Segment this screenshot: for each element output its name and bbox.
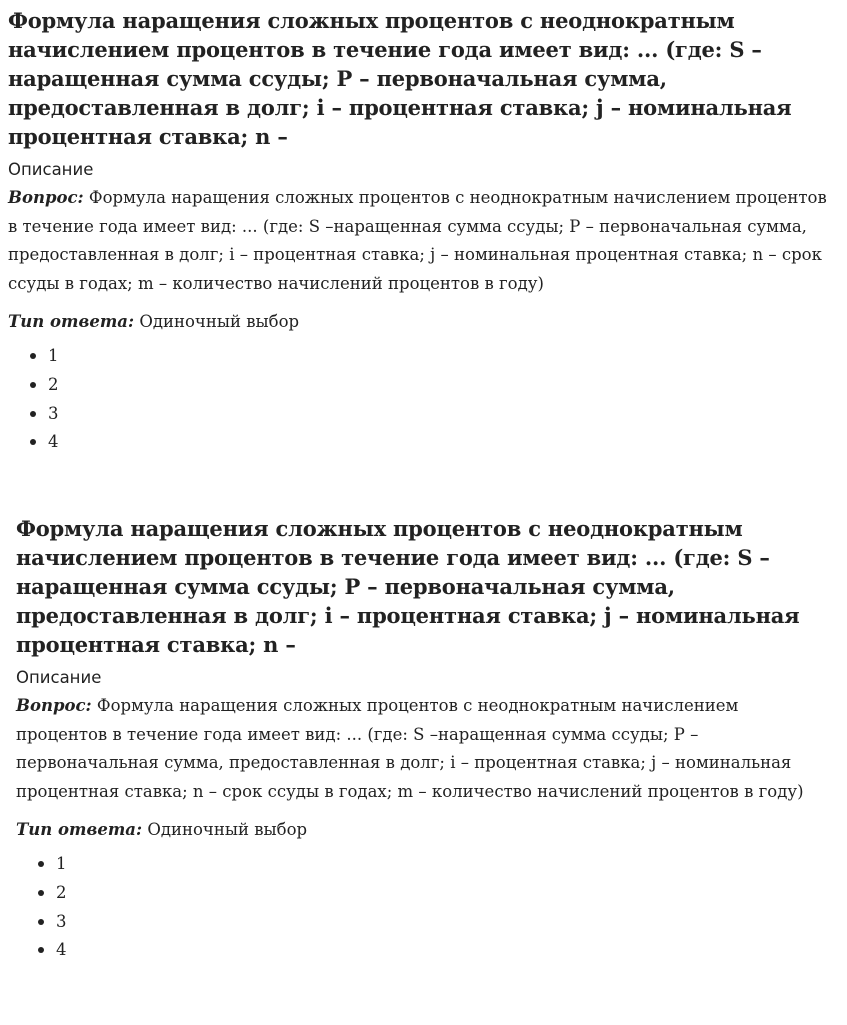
question-text: Формула наращения сложных процентов с неоднократным начислением процентов в течение года имеет вид: ... (где: S –наращенная сумма ссуды; P – первоначальная сумма, предоставленная в долг; i – процентная ставка; j – номинальная процентная ставка; n – срок ссуды в годах; m – количество начислений процентов в году) (8, 188, 827, 293)
answer-type (8, 308, 828, 336)
question-body (16, 692, 828, 806)
answer-option-4: 4 (38, 936, 828, 965)
answer-options (8, 342, 828, 456)
question-title: Формула наращения сложных процентов с неоднократным начислением процентов в течение года имеет вид: ... (где: S –наращенная сумма ссуды; P – первоначальная сумма, предоставленная в долг; i – процентная ставка; j – номинальная процентная ставка; n – (16, 516, 800, 657)
answer-type-label: Тип ответа: (8, 312, 135, 332)
answer-options (16, 850, 828, 964)
answer-option-4: 4 (30, 428, 828, 457)
answer-option-3: 3 (38, 908, 828, 937)
question-card-1 (8, 6, 828, 457)
answer-option-3: 3 (30, 400, 828, 429)
description-label: Описание (8, 160, 94, 179)
answer-type-value: Одиночный выбор (147, 820, 308, 840)
answer-type-label: Тип ответа: (16, 820, 143, 840)
answer-option-1: 1 (30, 342, 828, 371)
question-title: Формула наращения сложных процентов с неоднократным начислением процентов в течение года имеет вид: ... (где: S –наращенная сумма ссуды; P – первоначальная сумма, предоставленная в долг; i – процентная ставка; j – номинальная процентная ставка; n – (8, 8, 792, 149)
question-body (8, 184, 828, 298)
question-label: Вопрос: (8, 188, 84, 207)
question-label: Вопрос: (16, 696, 92, 715)
answer-option-1: 1 (38, 850, 828, 879)
answer-option-2: 2 (38, 879, 828, 908)
description-label: Описание (16, 668, 102, 687)
question-text: Формула наращения сложных процентов с неоднократным начислением процентов в течение года имеет вид: ... (где: S –наращенная сумма ссуды; P – первоначальная сумма, предоставленная в долг; i – процентная ставка; j – номинальная процентная ставка; n – срок ссуды в годах; m – количество начислений процентов в году) (16, 696, 804, 801)
answer-type-value: Одиночный выбор (139, 312, 300, 332)
answer-option-2: 2 (30, 371, 828, 400)
question-card-2 (16, 514, 828, 965)
answer-type (16, 816, 828, 844)
